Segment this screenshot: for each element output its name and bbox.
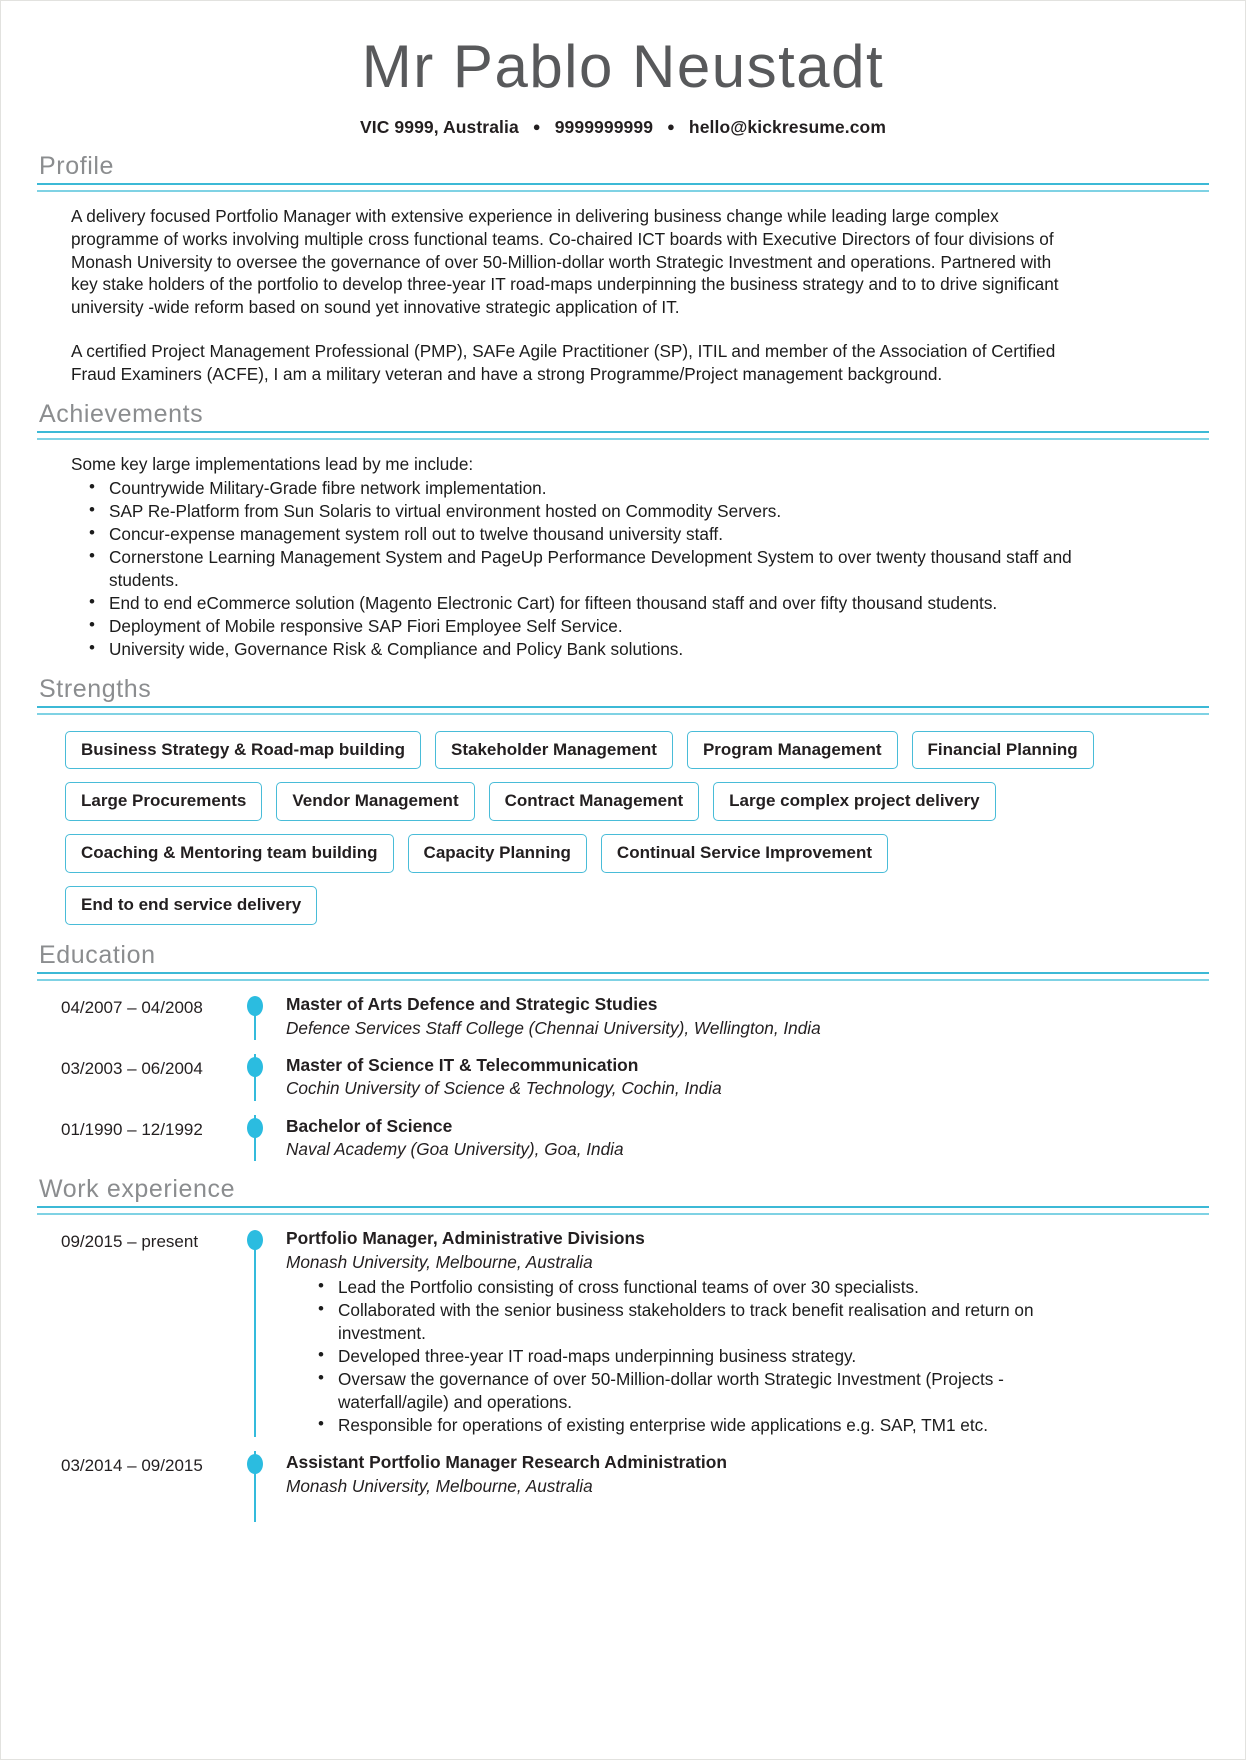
education-entry xyxy=(37,1054,1209,1115)
education-institution: Defence Services Staff College (Chennai University), Wellington, India xyxy=(286,1017,821,1038)
timeline-dot-icon xyxy=(247,1230,263,1250)
strength-tag: End to end service delivery xyxy=(65,886,317,925)
contact-location: VIC 9999, Australia xyxy=(359,116,519,137)
work-employer: Monash University, Melbourne, Australia xyxy=(286,1475,593,1496)
strength-tag: Large complex project delivery xyxy=(713,782,995,821)
profile-paragraph: A certified Project Management Professional (PMP), SAFe Agile Practitioner (SP), ITIL and member of the Association of Certified Fraud Examiners (ACFE), I am a military veteran and have a strong Programme/Project management background. xyxy=(71,341,1056,385)
timeline-axis xyxy=(234,1227,278,1437)
section-profile xyxy=(37,152,1209,386)
education-content xyxy=(278,1054,1209,1101)
strength-tag: Program Management xyxy=(687,731,898,770)
strength-tag: Coaching & Mentoring team building xyxy=(65,834,394,873)
timeline-axis xyxy=(234,1451,278,1522)
list-item: • Lead the Portfolio consisting of cross functional teams of over 30 specialists. xyxy=(338,1276,1098,1299)
resume-header xyxy=(37,35,1209,138)
section-work-experience xyxy=(37,1175,1209,1521)
work-date: 03/2014 – 09/2015 xyxy=(61,1455,203,1475)
timeline-axis xyxy=(234,1054,278,1101)
timeline-dot-icon xyxy=(247,1057,263,1077)
achievements-lead-in: Some key large implementations lead by me include: xyxy=(71,453,474,474)
education-degree: Bachelor of Science xyxy=(286,1115,453,1136)
list-item: • Countrywide Military-Grade fibre network implementation. xyxy=(109,477,1094,500)
strength-tag: Business Strategy & Road-map building xyxy=(65,731,421,770)
list-item: • End to end eCommerce solution (Magento Electronic Cart) for fifteen thousand staff and over fifty thousand students. xyxy=(109,592,1094,615)
work-content xyxy=(278,1451,1209,1522)
list-item: • Responsible for operations of existing enterprise wide applications e.g. SAP, TM1 etc. xyxy=(338,1414,1098,1437)
work-entry xyxy=(37,1227,1209,1451)
strength-tag: Vendor Management xyxy=(276,782,474,821)
section-title-achievements: Achievements xyxy=(39,399,204,428)
section-achievements xyxy=(37,400,1209,661)
work-job-title: Portfolio Manager, Administrative Divisions xyxy=(286,1228,645,1249)
education-institution: Naval Academy (Goa University), Goa, India xyxy=(286,1139,624,1160)
section-education xyxy=(37,941,1209,1162)
work-date: 09/2015 – present xyxy=(61,1232,199,1252)
education-timeline xyxy=(37,981,1209,1162)
education-content xyxy=(278,1115,1209,1162)
section-divider xyxy=(37,183,1209,192)
section-divider xyxy=(37,431,1209,440)
resume-sheet xyxy=(1,1,1245,1759)
contact-phone: 9999999999 xyxy=(554,116,654,137)
work-responsibility-list xyxy=(286,1276,1209,1437)
strength-tag: Contract Management xyxy=(489,782,700,821)
education-entry xyxy=(37,993,1209,1054)
education-date: 01/1990 – 12/1992 xyxy=(61,1119,203,1139)
list-item: • University wide, Governance Risk & Compliance and Policy Bank solutions. xyxy=(109,638,1094,661)
education-degree: Master of Science IT & Telecommunication xyxy=(286,1054,639,1075)
work-timeline xyxy=(37,1215,1209,1521)
timeline-axis xyxy=(234,1115,278,1162)
strength-tag: Continual Service Improvement xyxy=(601,834,888,873)
strength-tag: Capacity Planning xyxy=(408,834,587,873)
timeline-dot-icon xyxy=(247,1454,263,1474)
section-title-work-experience: Work experience xyxy=(39,1175,236,1204)
achievements-list xyxy=(71,477,1209,661)
timeline-dot-icon xyxy=(247,996,263,1016)
section-title-strengths: Strengths xyxy=(39,674,152,703)
timeline-tail xyxy=(286,1498,1209,1522)
section-divider xyxy=(37,706,1209,715)
candidate-name: Mr Pablo Neustadt xyxy=(361,33,885,100)
achievements-body xyxy=(37,440,1209,661)
strengths-tag-list xyxy=(37,715,1095,927)
section-divider xyxy=(37,1206,1209,1215)
dot-separator-icon: ● xyxy=(532,118,541,134)
strength-tag: Large Procurements xyxy=(65,782,262,821)
work-content xyxy=(278,1227,1209,1437)
timeline-line xyxy=(254,1236,256,1437)
work-employer: Monash University, Melbourne, Australia xyxy=(286,1252,593,1273)
contact-email[interactable]: hello@kickresume.com xyxy=(688,116,886,137)
contact-line xyxy=(37,117,1209,138)
education-date: 03/2003 – 06/2004 xyxy=(61,1058,203,1078)
dot-separator-icon: ● xyxy=(667,118,675,134)
education-degree: Master of Arts Defence and Strategic Studies xyxy=(286,993,658,1014)
section-title-education: Education xyxy=(39,940,156,969)
list-item: • Collaborated with the senior business stakeholders to track benefit realisation and return on investment. xyxy=(338,1299,1098,1345)
section-title-profile: Profile xyxy=(39,151,115,180)
profile-body xyxy=(37,192,1209,386)
strength-tag: Stakeholder Management xyxy=(435,731,673,770)
list-item: • Cornerstone Learning Management System and PageUp Performance Development System to over twenty thousand staff and students. xyxy=(109,546,1094,592)
work-entry xyxy=(37,1451,1209,1522)
list-item: • SAP Re-Platform from Sun Solaris to virtual environment hosted on Commodity Servers. xyxy=(109,500,1094,523)
timeline-axis xyxy=(234,993,278,1040)
section-divider xyxy=(37,972,1209,981)
strength-tag: Financial Planning xyxy=(912,731,1094,770)
profile-paragraph: A delivery focused Portfolio Manager with extensive experience in delivering business change while leading large complex programme of works involving multiple cross functional teams. Co-chaired ICT boards with Executive Directors of four divisions of Monash University to oversee the governance of over 50-Million-dollar worth Strategic Investment and operations. Partnered with key stake holders of the portfolio to develop three-year IT road-maps underpinning the business strategy and to to drive significant university -wide reform based on sound yet innovative strategic application of IT. xyxy=(71,205,1059,318)
education-entry xyxy=(37,1115,1209,1162)
section-strengths xyxy=(37,675,1209,927)
list-item: • Developed three-year IT road-maps underpinning business strategy. xyxy=(338,1345,1098,1368)
education-content xyxy=(278,993,1209,1040)
education-date: 04/2007 – 04/2008 xyxy=(61,997,203,1017)
list-item: • Oversaw the governance of over 50-Million-dollar worth Strategic Investment (Projects -waterfall/agile) and operations. xyxy=(338,1368,1098,1414)
timeline-dot-icon xyxy=(247,1118,263,1138)
work-job-title: Assistant Portfolio Manager Research Administration xyxy=(286,1451,727,1472)
list-item: • Concur-expense management system roll out to twelve thousand university staff. xyxy=(109,523,1094,546)
education-institution: Cochin University of Science & Technology, Cochin, India xyxy=(286,1078,722,1099)
list-item: • Deployment of Mobile responsive SAP Fiori Employee Self Service. xyxy=(109,615,1094,638)
